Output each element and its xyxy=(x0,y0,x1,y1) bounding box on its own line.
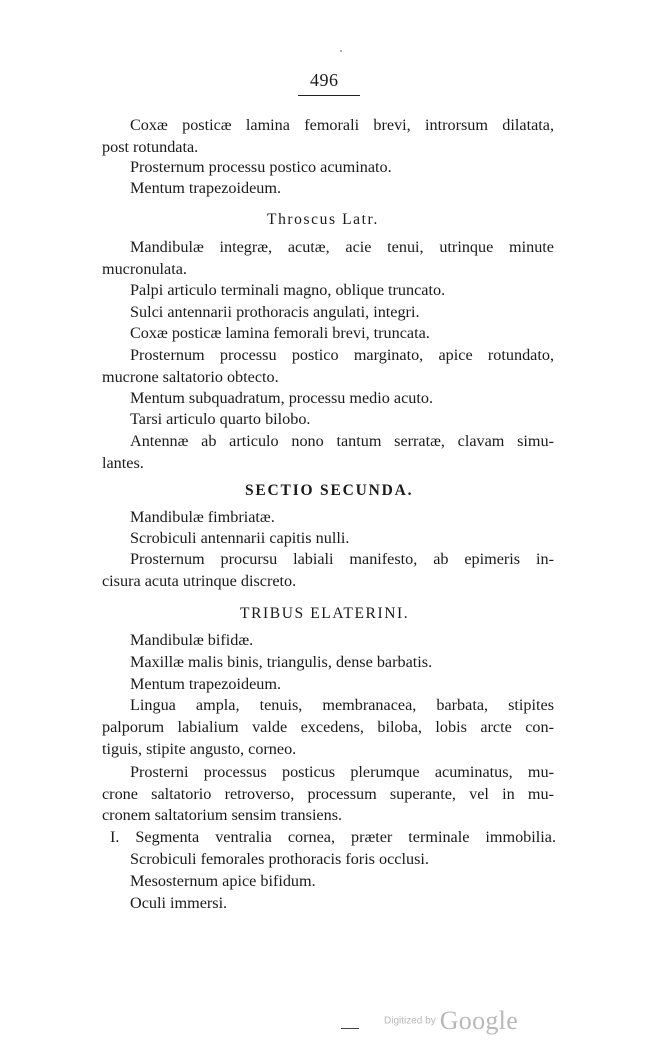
text-line: Tarsi articulo quarto bilobo. xyxy=(130,410,311,428)
section-heading: SECTIO SECUNDA. xyxy=(245,482,414,499)
watermark-brand: Google xyxy=(439,1006,519,1035)
text-line: Oculi immersi. xyxy=(130,894,228,912)
text-line: Prosternum processu postico acuminato. xyxy=(130,158,392,176)
text-line: Lingua ampla, tenuis, membranacea, barbata, stipites xyxy=(130,696,554,714)
text-line: Mandibulæ fimbriatæ. xyxy=(130,508,275,526)
text-line: tiguis, stipite angusto, corneo. xyxy=(102,740,297,758)
text-line: Mandibulæ integræ, acutæ, acie tenui, utrinque minute xyxy=(130,238,554,256)
digitized-watermark xyxy=(384,1006,518,1036)
text-line: mucronulata. xyxy=(102,260,187,278)
text-line: Mandibulæ bifidæ. xyxy=(130,631,254,649)
text-line: Palpi articulo terminali magno, oblique truncato. xyxy=(130,281,446,299)
text-line: crone saltatorio retroverso, processum superante, vel in mu- xyxy=(102,785,554,803)
footer-dash xyxy=(341,1028,359,1029)
text-line: palporum labialium valde excedens, biloba, lobis arcte con- xyxy=(102,718,554,736)
text-line: mucrone saltatorio obtecto. xyxy=(102,368,279,386)
text-line: Coxæ posticæ lamina femorali brevi, truncata. xyxy=(130,324,430,342)
paper-speck xyxy=(340,50,342,52)
text-line: I. Segmenta ventralia cornea, præter terminale immobilia. xyxy=(110,828,556,846)
text-line: lantes. xyxy=(102,454,144,472)
text-line: Scrobiculi femorales prothoracis foris occlusi. xyxy=(130,850,429,868)
page-number-rule xyxy=(298,95,360,96)
text-line: Prosternum procursu labiali manifesto, ab epimeris in- xyxy=(130,550,554,568)
text-line: Maxillæ malis binis, triangulis, dense barbatis. xyxy=(130,653,433,671)
text-line: Antennæ ab articulo nono tantum serratæ, clavam simu- xyxy=(130,432,554,450)
text-line: Prosternum processu postico marginato, apice rotundato, xyxy=(130,346,554,364)
section-heading: Throscus Latr. xyxy=(267,211,379,228)
text-line: Sulci antennarii prothoracis angulati, integri. xyxy=(130,303,420,321)
text-line: post rotundata. xyxy=(102,138,199,156)
text-line: Scrobiculi antennarii capitis nulli. xyxy=(130,529,350,547)
section-heading: TRIBUS ELATERINI. xyxy=(240,605,410,622)
text-line: Mentum trapezoideum. xyxy=(130,675,282,693)
text-line: cronem saltatorium sensim transiens. xyxy=(102,806,343,824)
page-number: 496 xyxy=(310,70,339,90)
text-line: Coxæ posticæ lamina femorali brevi, introrsum dilatata, xyxy=(130,116,554,134)
text-line: Mesosternum apice bifidum. xyxy=(130,872,316,890)
text-line: cisura acuta utrinque discreto. xyxy=(102,572,297,590)
watermark-prefix: Digitized by xyxy=(384,1015,436,1027)
text-line: Prosterni processus posticus plerumque acuminatus, mu- xyxy=(130,763,554,781)
text-line: Mentum subquadratum, processu medio acuto. xyxy=(130,389,434,407)
text-line: Mentum trapezoideum. xyxy=(130,179,282,197)
